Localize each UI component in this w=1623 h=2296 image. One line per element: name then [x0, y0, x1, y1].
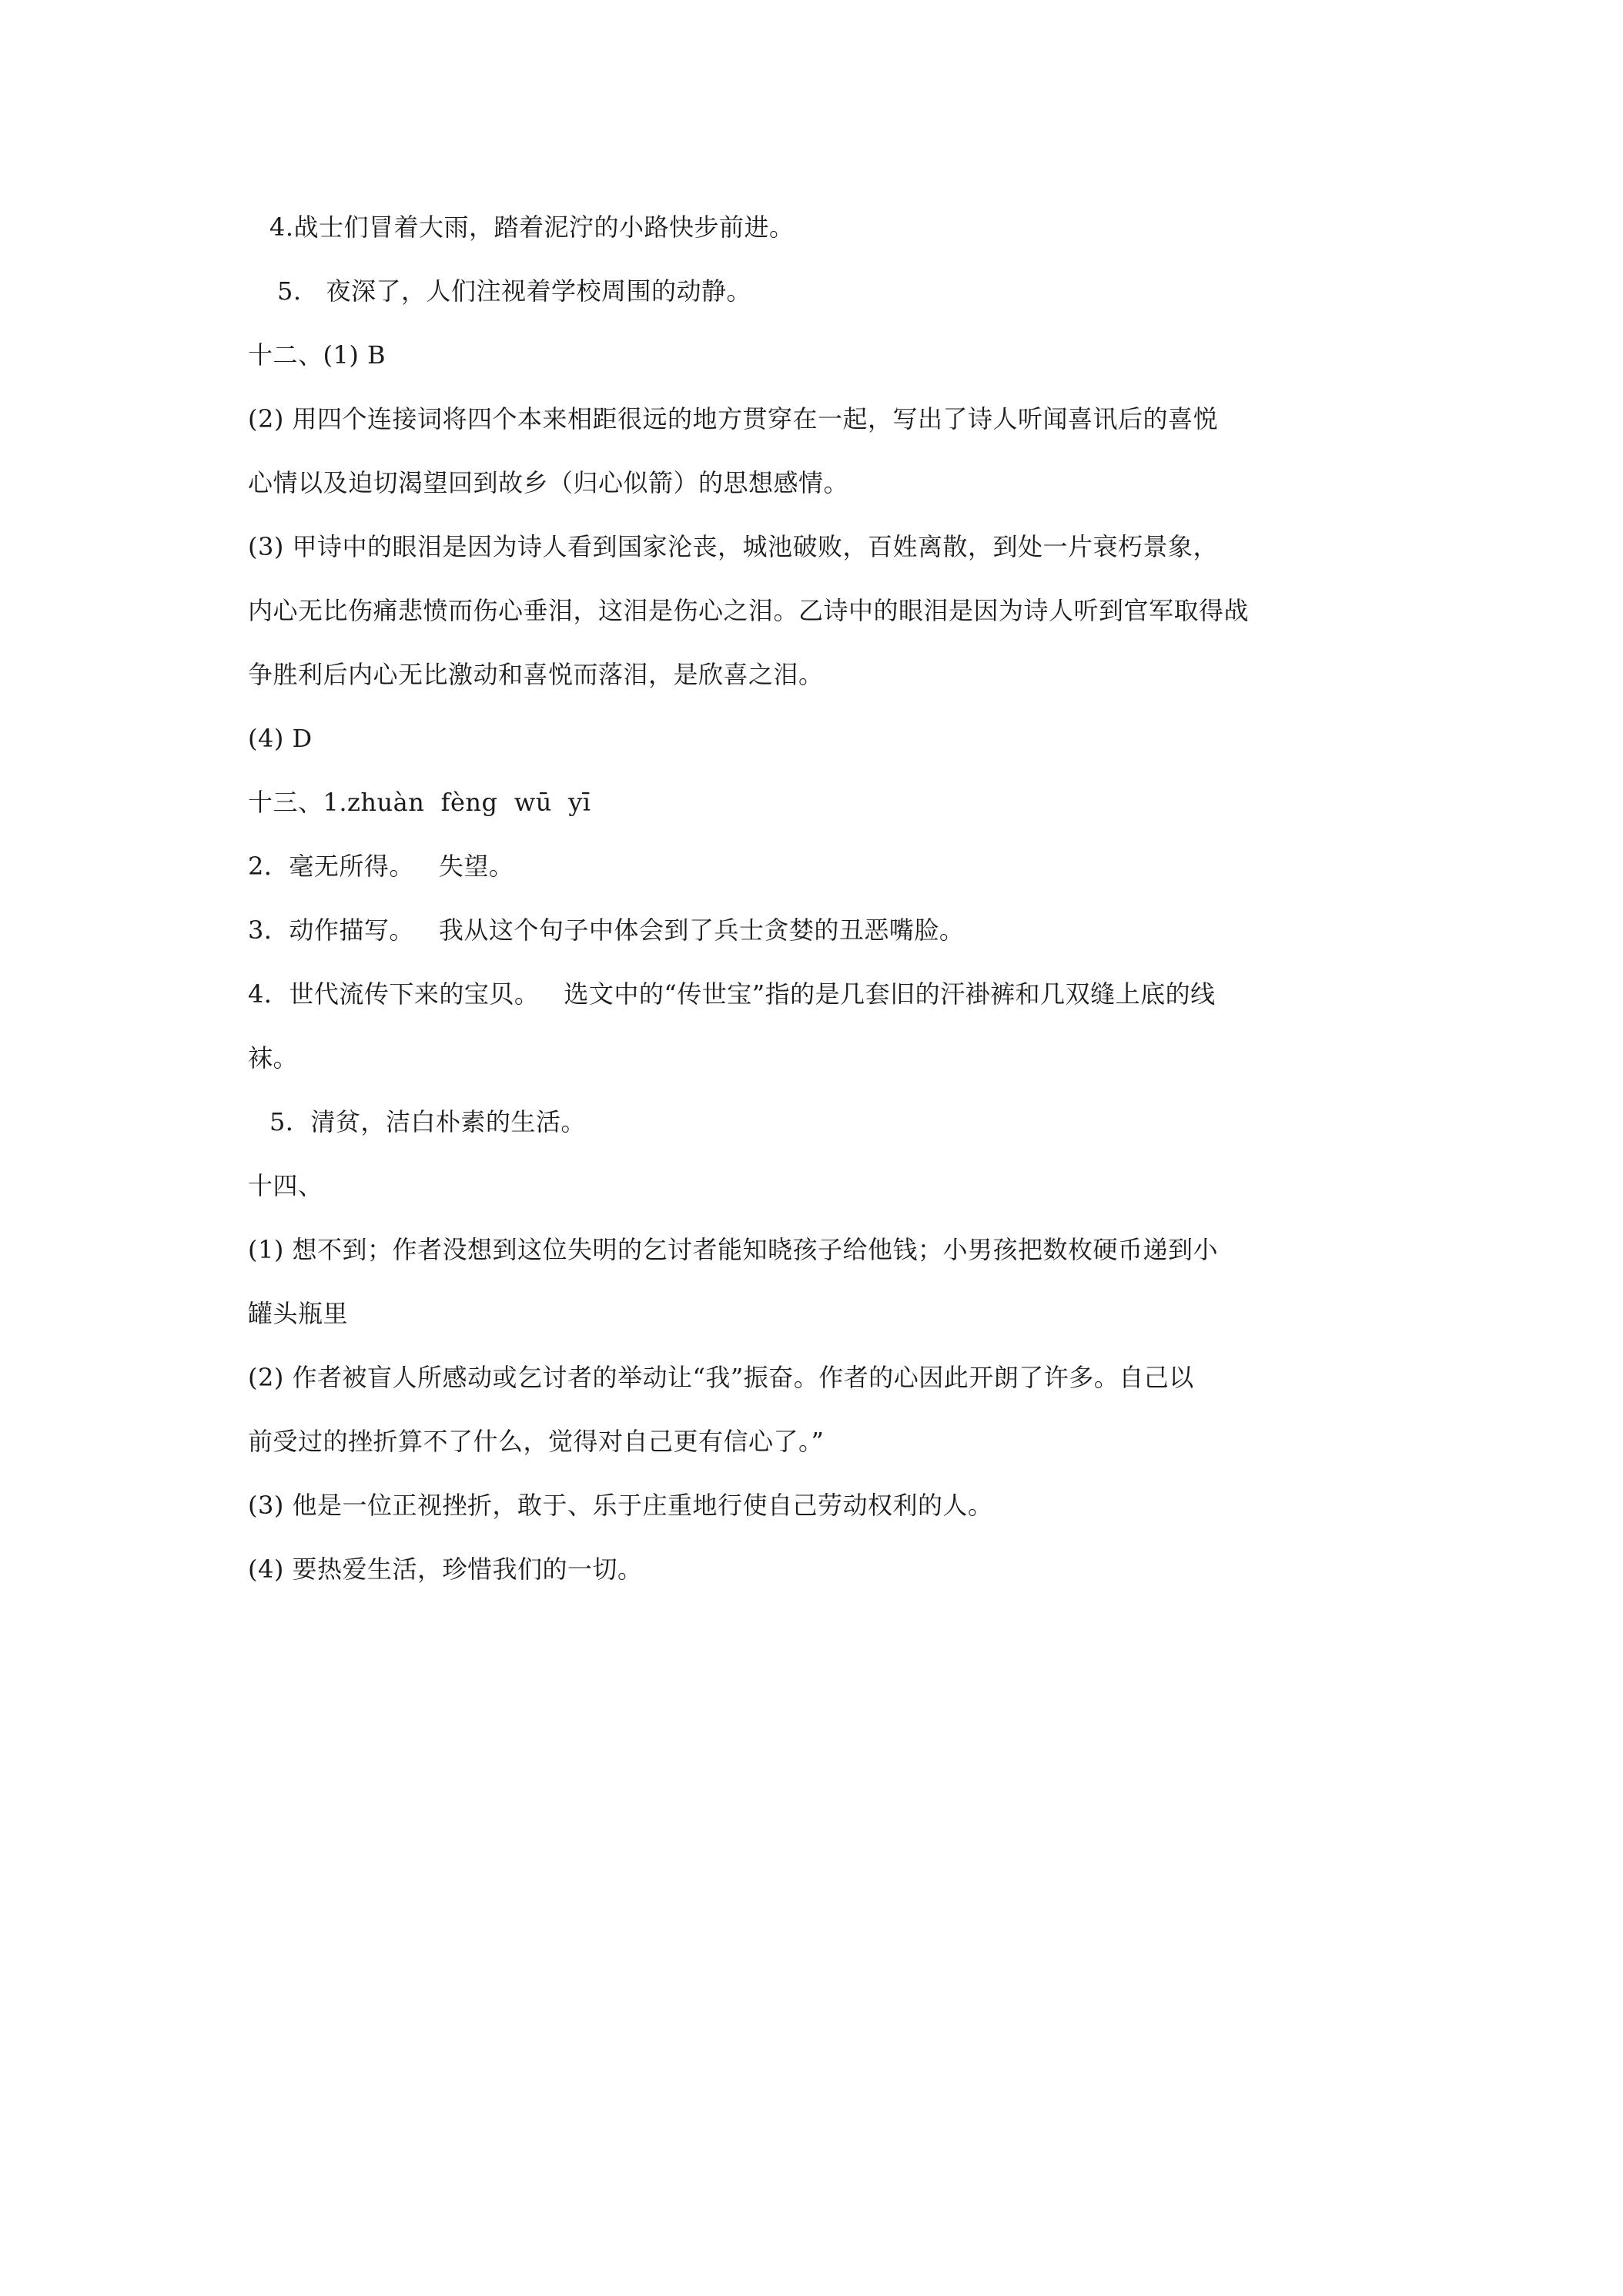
answer-line-21: (3) 他是一位正视挫折，敢于、乐于庄重地行使自己劳动权利的人。	[248, 1491, 993, 1520]
answer-line-9: (4) D	[248, 724, 313, 753]
answer-line-19: (2) 作者被盲人所感动或乞讨者的举动让“我”振奋。作者的心因此开朗了许多。自己以	[248, 1363, 1194, 1392]
answer-line-22: (4) 要热爱生活，珍惜我们的一切。	[248, 1555, 643, 1584]
answer-line-4: (2) 用四个连接词将四个本来相距很远的地方贯穿在一起，写出了诗人听闻喜讯后的喜悦	[248, 404, 1219, 433]
section-14-heading: 十四、	[248, 1171, 323, 1200]
answer-line-20: 前受过的挫折算不了什么，觉得对自己更有信心了。”	[248, 1427, 825, 1456]
answer-line-15: 5．清贫，洁白朴素的生活。	[269, 1107, 586, 1136]
answer-line-2: 5. 夜深了，人们注视着学校周围的动静。	[277, 276, 752, 306]
answer-line-18: 罐头瓶里	[248, 1299, 349, 1328]
answer-line-11: 2．毫无所得。 失望。	[248, 852, 514, 881]
answer-line-5: 心情以及迫切渴望回到故乡（归心似箭）的思想感情。	[248, 468, 849, 497]
answer-line-6: (3) 甲诗中的眼泪是因为诗人看到国家沦丧，城池破败，百姓离散，到处一片衰朽景象，	[248, 532, 1219, 561]
section-12-heading: 十二、(1) B	[248, 340, 387, 370]
answer-line-12: 3．动作描写。 我从这个句子中体会到了兵士贪婪的丑恶嘴脸。	[248, 915, 965, 945]
answer-line-17: (1) 想不到；作者没想到这位失明的乞讨者能知晓孩子给他钱；小男孩把数枚硬币递到小	[248, 1235, 1219, 1264]
answer-line-8: 争胜利后内心无比激动和喜悦而落泪，是欣喜之泪。	[248, 660, 824, 689]
answer-line-13: 4．世代流传下来的宝贝。 选文中的“传世宝”指的是几套旧的汗褂裤和几双缝上底的线	[248, 979, 1216, 1009]
answer-line-14: 袜。	[248, 1043, 299, 1073]
section-13-heading: 十三、1.zhuàn fèng wū yī	[248, 788, 591, 817]
answer-line-7: 内心无比伤痛悲愤而伤心垂泪，这泪是伤心之泪。乙诗中的眼泪是因为诗人听到官军取得战	[248, 596, 1250, 625]
answer-line-1: 4.战士们冒着大雨，踏着泥泞的小路快步前进。	[269, 213, 795, 242]
